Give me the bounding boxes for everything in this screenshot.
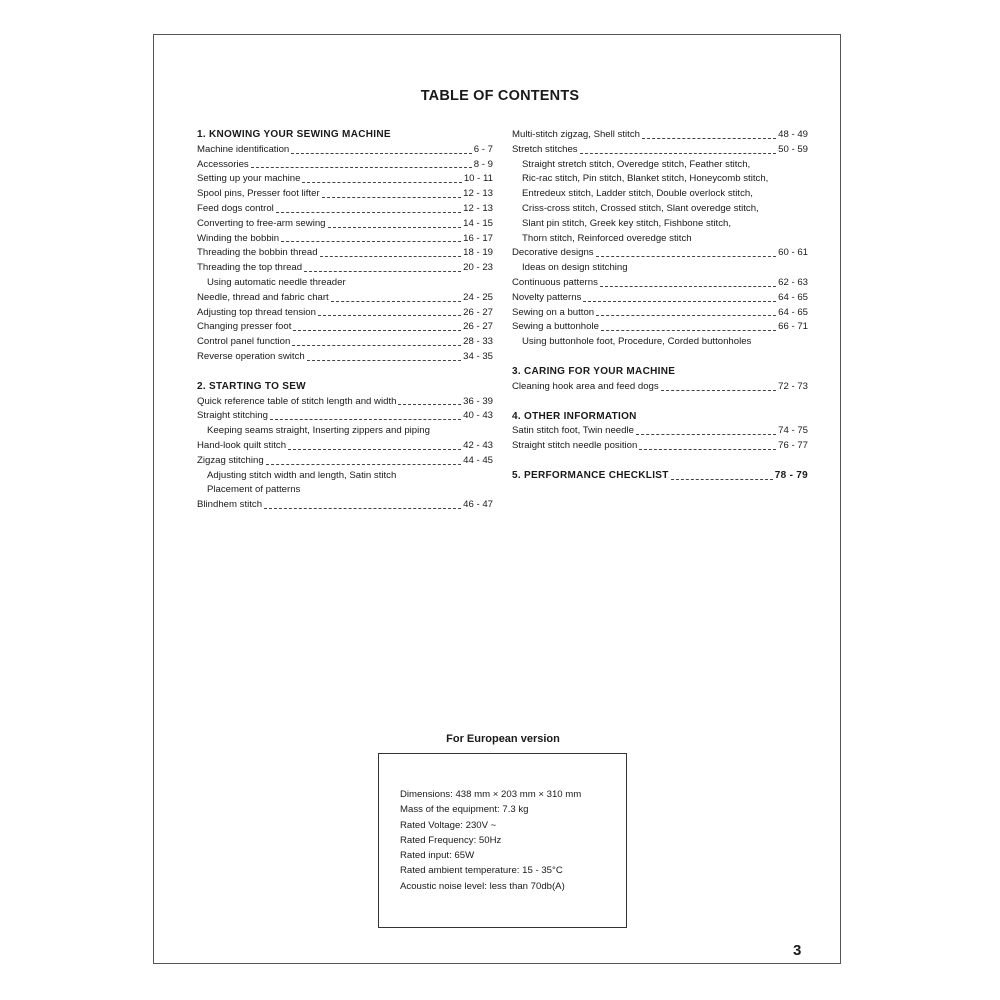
toc-entry-label: Hand-look quilt stitch <box>197 439 287 451</box>
dot-leader <box>266 456 461 465</box>
dot-leader <box>661 382 776 391</box>
dot-leader <box>322 189 461 198</box>
toc-entry <box>197 291 493 306</box>
toc-entry-label: Decorative designs <box>512 247 594 259</box>
toc-entry-label: Changing presser foot <box>197 321 292 333</box>
toc-entry-label: Quick reference table of stitch length and width <box>197 395 397 407</box>
page-title: TABLE OF CONTENTS <box>420 88 580 104</box>
section-spacer <box>512 454 808 469</box>
toc-entry <box>512 276 808 291</box>
toc-entry <box>512 439 808 454</box>
toc-entry <box>197 454 493 469</box>
section-heading <box>197 128 493 143</box>
spec-line: Acoustic noise level: less than 70db(A) <box>400 880 565 892</box>
toc-entry-label: Cleaning hook area and feed dogs <box>512 380 659 392</box>
dot-leader <box>600 278 776 287</box>
toc-entry-label: Threading the bobbin thread <box>197 247 318 259</box>
dot-leader <box>293 322 461 331</box>
toc-subentry: Criss-cross stitch, Crossed stitch, Slant overedge stitch, <box>522 202 759 214</box>
toc-entry-pages: 66 - 71 <box>778 321 808 333</box>
toc-entry-label: Spool pins, Presser foot lifter <box>197 188 320 200</box>
dot-leader <box>304 263 461 272</box>
spec-line: Mass of the equipment: 7.3 kg <box>400 804 529 816</box>
dot-leader <box>580 145 777 154</box>
section-heading <box>512 410 808 425</box>
toc-entry <box>197 498 493 513</box>
toc-entry-label: Needle, thread and fabric chart <box>197 291 329 303</box>
toc-entry-pages: 6 - 7 <box>473 143 493 155</box>
section-spacer <box>512 395 808 410</box>
toc-entry-label: Setting up your machine <box>197 173 301 185</box>
toc-entry-pages: 64 - 65 <box>778 291 808 303</box>
toc-entry-pages: 74 - 75 <box>778 425 808 437</box>
dot-leader <box>264 500 461 509</box>
dot-leader <box>302 174 461 183</box>
dot-leader <box>288 441 461 450</box>
dot-leader <box>276 204 461 213</box>
toc-entry-label: Adjusting top thread tension <box>197 306 316 318</box>
toc-entry <box>197 350 493 365</box>
toc-entry-pages: 76 - 77 <box>778 440 808 452</box>
toc-entry <box>512 306 808 321</box>
toc-entry <box>197 409 493 424</box>
toc-entry-pages: 20 - 23 <box>463 262 493 274</box>
toc-subentry: Using automatic needle threader <box>207 276 346 288</box>
toc-entry <box>197 261 493 276</box>
toc-entry-label: Feed dogs control <box>197 202 274 214</box>
toc-entry <box>512 143 808 158</box>
european-version-title: For European version <box>446 733 560 745</box>
toc-entry <box>512 291 808 306</box>
dot-leader <box>292 337 461 346</box>
toc-entry <box>197 306 493 321</box>
spec-line: Dimensions: 438 mm × 203 mm × 310 mm <box>400 789 582 800</box>
dot-leader <box>251 159 472 168</box>
dot-leader <box>596 307 776 316</box>
toc-entry-pages: 24 - 25 <box>463 291 493 303</box>
toc-entry-label: Converting to free-arm sewing <box>197 217 326 229</box>
toc-entry-pages: 12 - 13 <box>463 202 493 214</box>
toc-entry-label: Continuous patterns <box>512 276 598 288</box>
page-number: 3 <box>793 942 802 959</box>
dot-leader <box>601 322 776 331</box>
toc-subentry: Thorn stitch, Reinforced overedge stitch <box>522 232 692 244</box>
toc-entry <box>512 380 808 395</box>
section-heading-label: 1. KNOWING YOUR SEWING MACHINE <box>197 129 391 140</box>
toc-subentry: Adjusting stitch width and length, Satin stitch <box>207 469 397 481</box>
toc-entry <box>197 439 493 454</box>
toc-entry <box>197 217 493 232</box>
dot-leader <box>318 307 461 316</box>
toc-entry-pages: 64 - 65 <box>778 306 808 318</box>
toc-entry-pages: 8 - 9 <box>473 158 493 170</box>
toc-subentry: Keeping seams straight, Inserting zippers and piping <box>207 425 430 437</box>
toc-subentry: Entredeux stitch, Ladder stitch, Double overlock stitch, <box>522 188 753 200</box>
toc-entry-pages: 34 - 35 <box>463 350 493 362</box>
toc-entry-label: Straight stitch needle position <box>512 440 638 452</box>
toc-entry-pages: 78 - 79 <box>774 469 808 481</box>
toc-entry-pages: 62 - 63 <box>778 276 808 288</box>
section-heading-label: 4. OTHER INFORMATION <box>512 410 637 422</box>
toc-entry-label: Straight stitching <box>197 410 268 422</box>
toc-entry-pages: 50 - 59 <box>778 143 808 155</box>
toc-entry-label: Multi-stitch zigzag, Shell stitch <box>512 129 640 140</box>
toc-entry <box>197 246 493 261</box>
dot-leader <box>583 293 776 302</box>
toc-entry-label: Blindhem stitch <box>197 499 263 511</box>
toc-entry <box>197 320 493 335</box>
toc-entry-pages: 12 - 13 <box>463 188 493 200</box>
toc-entry <box>512 424 808 439</box>
toc-entry-pages: 42 - 43 <box>463 439 493 451</box>
toc-subentry: Ric-rac stitch, Pin stitch, Blanket stitch, Honeycomb stitch, <box>522 173 769 185</box>
toc-entry-pages: 16 - 17 <box>463 232 493 244</box>
toc-entry-label: Sewing on a button <box>512 306 595 318</box>
toc-entry-pages: 14 - 15 <box>463 217 493 229</box>
toc-entry-label: Reverse operation switch <box>197 350 305 362</box>
toc-entry-pages: 72 - 73 <box>778 380 808 392</box>
spec-line: Rated Voltage: 230V ~ <box>400 819 497 831</box>
toc-entry-label: Zigzag stitching <box>197 454 264 466</box>
toc-entry <box>197 143 493 158</box>
toc-entry <box>197 187 493 202</box>
dot-leader <box>291 145 472 154</box>
toc-entry-label: Machine identification <box>197 143 290 155</box>
toc-entry-pages: 26 - 27 <box>463 306 493 318</box>
toc-entry <box>197 395 493 410</box>
toc-entry-pages: 10 - 11 <box>463 173 493 185</box>
dot-leader <box>398 396 461 405</box>
dot-leader <box>639 441 776 450</box>
toc-entry <box>512 320 808 335</box>
section-heading <box>512 365 808 380</box>
dot-leader <box>331 293 461 302</box>
toc-entry <box>512 246 808 261</box>
toc-entry-label: Stretch stitches <box>512 143 578 155</box>
dot-leader <box>642 130 776 139</box>
toc-entry-pages: 48 - 49 <box>778 129 808 140</box>
section-heading <box>197 380 493 395</box>
toc-entry-pages: 46 - 47 <box>463 499 493 511</box>
dot-leader <box>671 471 773 480</box>
toc-entry-label: Satin stitch foot, Twin needle <box>512 425 634 437</box>
toc-subentry: Ideas on design stitching <box>522 262 628 274</box>
toc-entry-pages: 28 - 33 <box>463 336 493 348</box>
toc-entry-label: Threading the top thread <box>197 262 303 274</box>
toc-entry-pages: 60 - 61 <box>778 247 808 259</box>
section-heading-label: 2. STARTING TO SEW <box>197 380 306 392</box>
toc-subentry: Slant pin stitch, Greek key stitch, Fishbone stitch, <box>522 217 732 229</box>
dot-leader <box>281 233 461 242</box>
toc-entry <box>197 202 493 217</box>
toc-subentry: Using buttonhole foot, Procedure, Corded buttonholes <box>522 336 752 348</box>
section-heading-label: 3. CARING FOR YOUR MACHINE <box>512 365 676 377</box>
dot-leader <box>636 426 776 435</box>
toc-entry-label: Control panel function <box>197 336 291 348</box>
dot-leader <box>320 248 462 257</box>
toc-entry-label: Winding the bobbin <box>197 232 280 244</box>
section-spacer <box>197 365 493 380</box>
toc-entry <box>197 335 493 350</box>
toc-subentry: Straight stretch stitch, Overedge stitch, Feather stitch, <box>522 158 751 170</box>
toc-right-column <box>512 128 808 484</box>
spec-line: Rated input: 65W <box>400 850 475 862</box>
section-heading-entry <box>512 469 808 484</box>
toc-entry <box>512 128 808 143</box>
dot-leader <box>596 248 777 257</box>
toc-left-column <box>197 128 493 513</box>
toc-entry-label: Sewing a buttonhole <box>512 321 599 333</box>
toc-entry-label: 5. PERFORMANCE CHECKLIST <box>512 469 669 481</box>
toc-entry <box>197 172 493 187</box>
toc-entry-pages: 26 - 27 <box>463 321 493 333</box>
toc-entry-pages: 18 - 19 <box>463 247 493 259</box>
section-spacer <box>512 350 808 365</box>
dot-leader <box>328 219 462 228</box>
european-specs-box <box>378 753 627 928</box>
toc-entry-pages: 36 - 39 <box>463 395 493 407</box>
dot-leader <box>270 411 461 420</box>
toc-entry <box>197 158 493 173</box>
spec-line: Rated Frequency: 50Hz <box>400 834 502 846</box>
toc-subentry: Placement of patterns <box>207 484 301 496</box>
toc-entry-label: Accessories <box>197 158 249 170</box>
dot-leader <box>307 352 461 361</box>
spec-line: Rated ambient temperature: 15 - 35°C <box>400 865 563 877</box>
toc-entry <box>197 232 493 247</box>
toc-entry-label: Novelty patterns <box>512 291 582 303</box>
toc-entry-pages: 44 - 45 <box>463 454 493 466</box>
toc-entry-pages: 40 - 43 <box>463 410 493 422</box>
